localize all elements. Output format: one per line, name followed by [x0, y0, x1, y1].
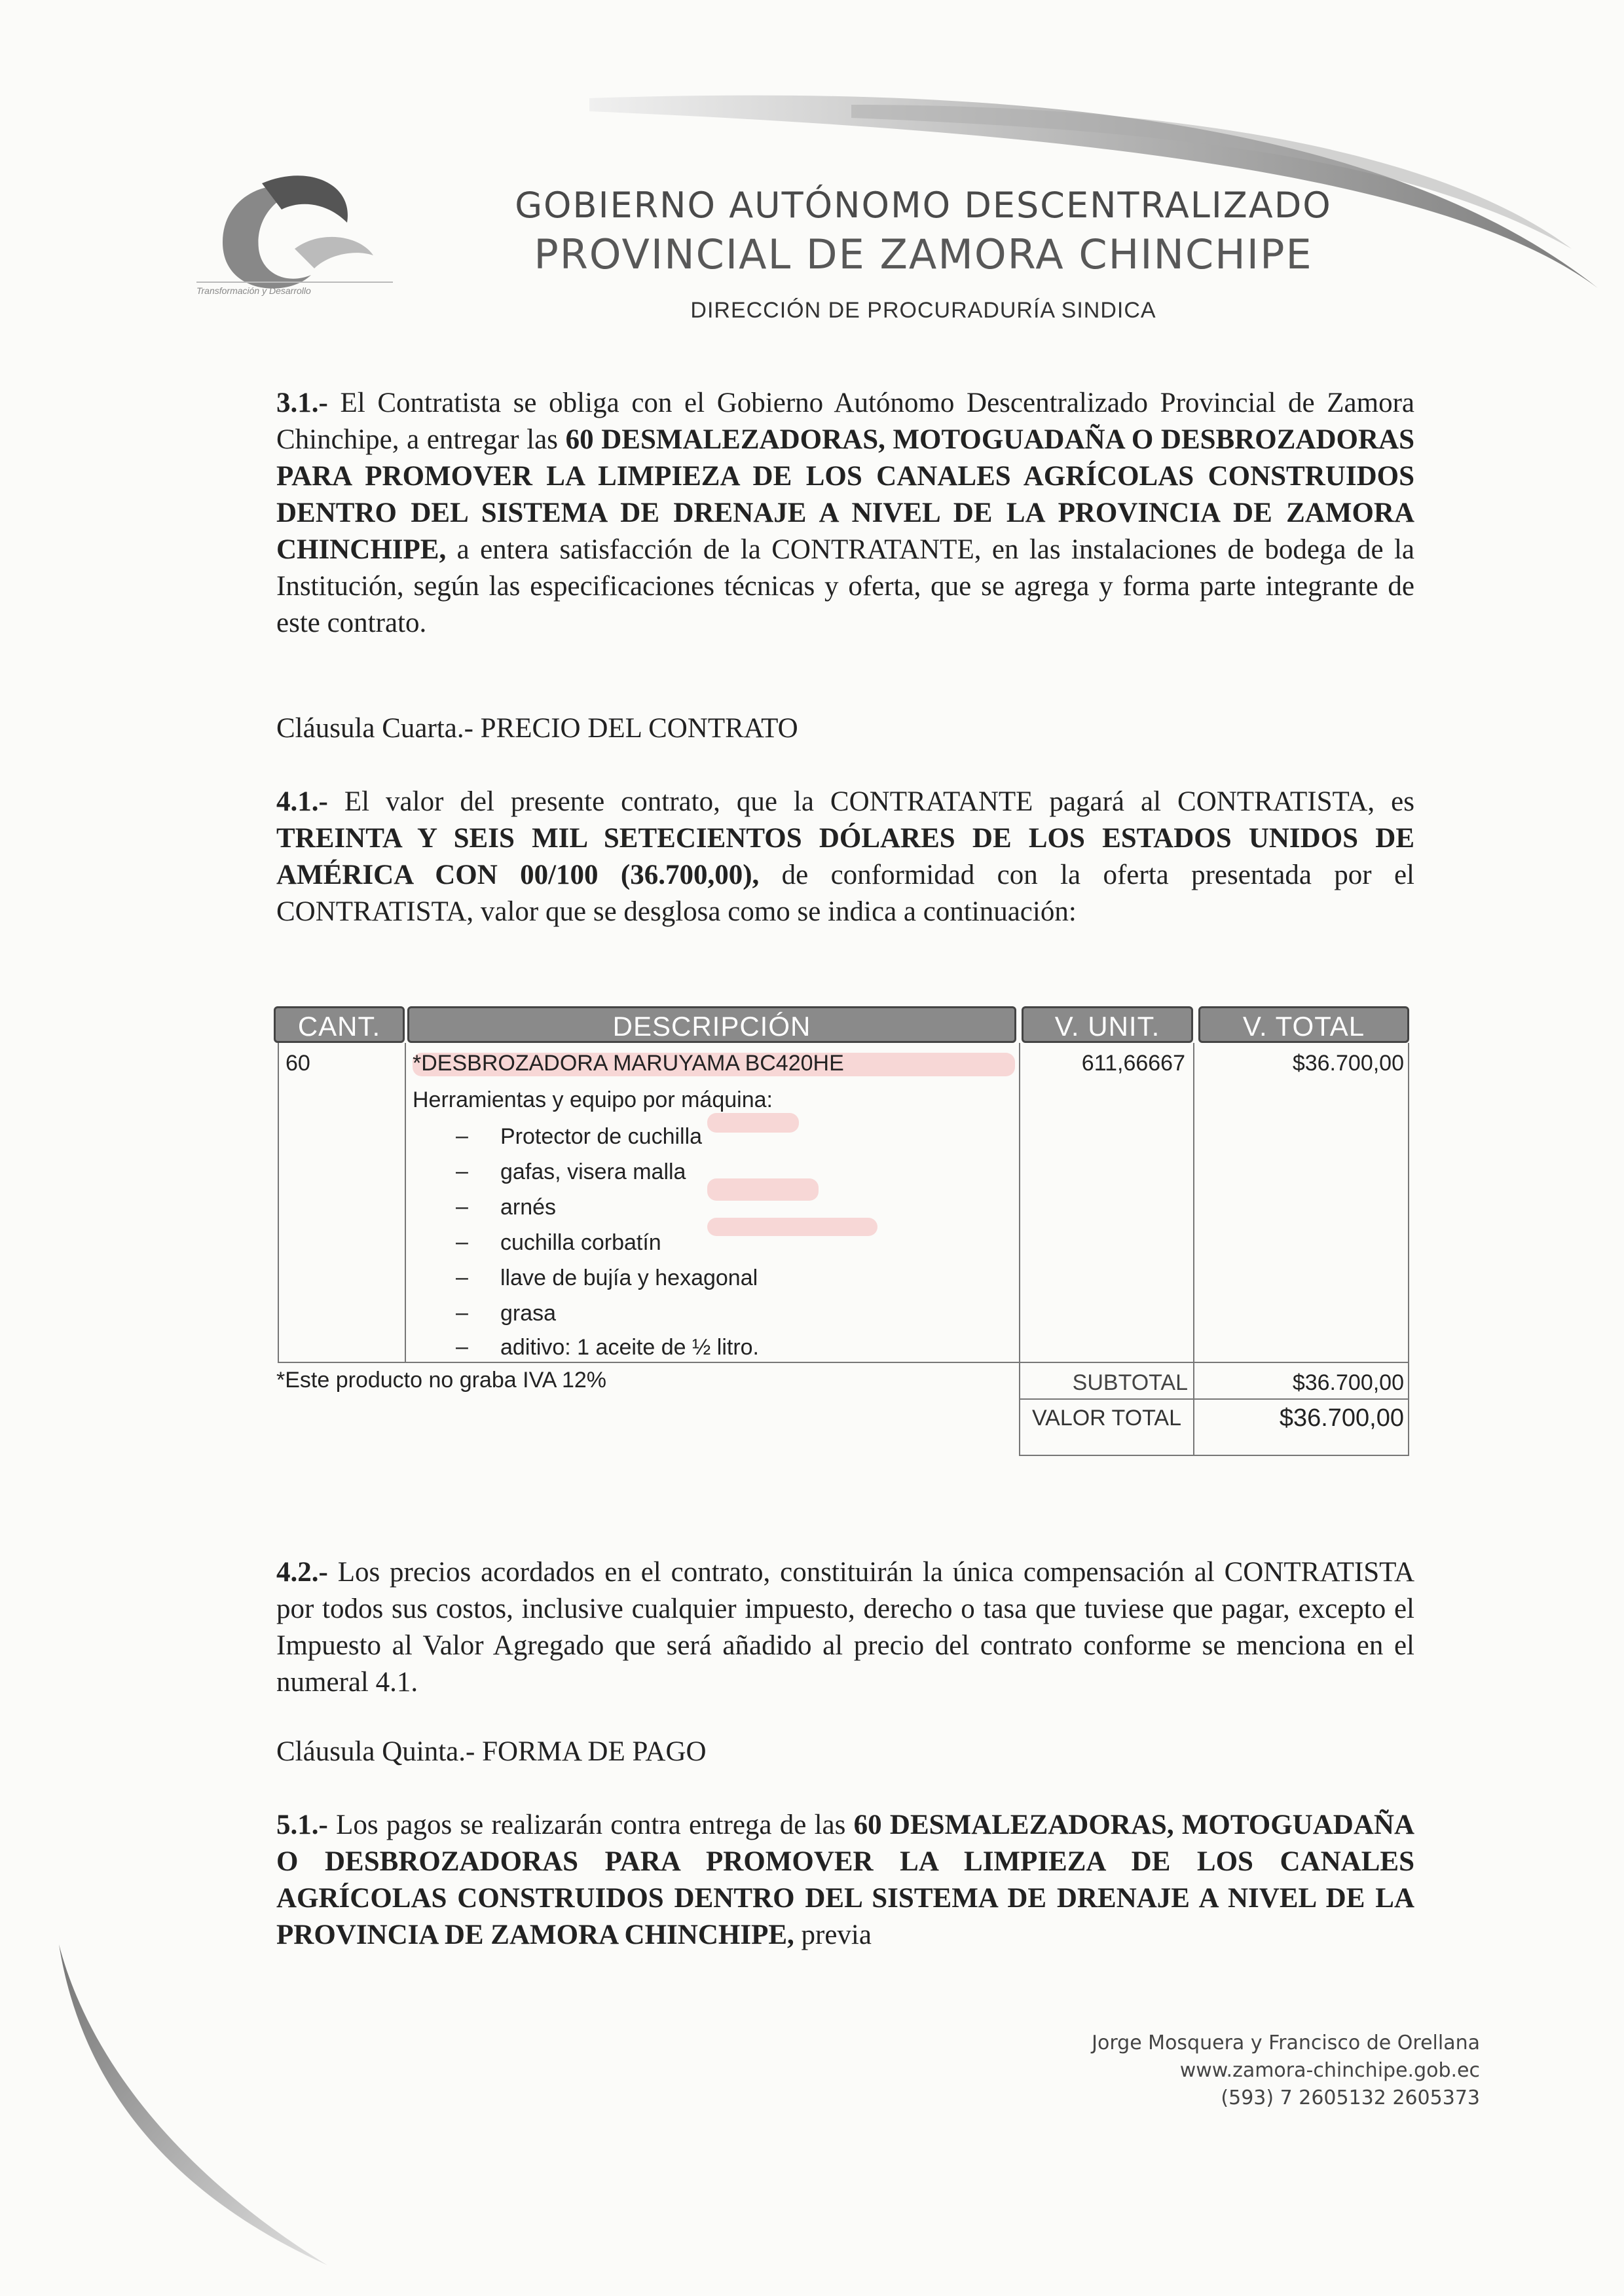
- paragraph-bold-text: 60 DESMALEZADORAS, MOTOGUADAÑA O DESBROZADORAS PARA PROMOVER LA LIMPIEZA DE LOS CANALES AGRÍCOLAS CONSTRUIDOS DENTRO DEL SISTEMA DE DRENAJE A NIVEL DE LA PROVINCIA DE ZAMORA CHINCHIPE,: [276, 1810, 1414, 1950]
- paragraph-text: El valor del presente contrato, que la CONTRATANTE pagará al CONTRATISTA, es: [327, 786, 1414, 817]
- subtotal-label: SUBTOTAL: [1072, 1370, 1188, 1395]
- paragraph-5-1: [276, 1807, 1414, 1954]
- list-bullet: –: [456, 1230, 468, 1254]
- paragraph-text: El Contratista se obliga con el Gobierno Autónomo Descentralizado Provincial de Zamora Chinchipe, a entregar las: [276, 388, 1414, 455]
- paragraph-4-1: [276, 784, 1414, 930]
- table-header-cant: CANT.: [274, 1006, 405, 1043]
- footer-website: www.zamora-chinchipe.gob.ec: [1179, 2059, 1480, 2082]
- logo-caption: Transformación y Desarrollo: [196, 282, 393, 296]
- table-grid-line: [1019, 1455, 1409, 1456]
- footer-phone: (593) 7 2605132 2605373: [1221, 2086, 1480, 2109]
- list-item: gafas, visera malla: [500, 1159, 686, 1184]
- clausula-cuarta-heading: Cláusula Cuarta.- PRECIO DEL CONTRATO: [276, 713, 798, 744]
- table-cell-product: *DESBROZADORA MARUYAMA BC420HE: [413, 1051, 844, 1076]
- list-item: llave de bujía y hexagonal: [500, 1266, 758, 1290]
- list-bullet: –: [456, 1334, 468, 1359]
- list-bullet: –: [456, 1265, 468, 1290]
- list-item: arnés: [500, 1195, 557, 1220]
- paragraph-number: 3.1.-: [276, 388, 328, 418]
- table-grid-line: [278, 1362, 1409, 1363]
- header-title-line1: GOBIERNO AUTÓNOMO DESCENTRALIZADO: [515, 185, 1332, 226]
- redaction-mark: [707, 1218, 877, 1236]
- paragraph-text: Los precios acordados en el contrato, constituirán la única compensación al CONTRATISTA por todos sus costos, inclusive cualquier impuesto, derecho o tasa que tuviese que pagar, excepto el Impuesto al Valor Agregado que será añadido al precio del contrato conforme se menciona en el numeral 4.1.: [276, 1557, 1414, 1698]
- paragraph-number: 5.1.-: [276, 1810, 328, 1840]
- table-grid-line: [278, 1043, 279, 1362]
- tools-title: Herramientas y equipo por máquina:: [413, 1087, 773, 1112]
- paragraph-3-1: [276, 385, 1414, 642]
- list-item: Protector de cuchilla: [500, 1124, 703, 1149]
- table-cell-unit-price: 611,66667: [1081, 1051, 1185, 1076]
- paragraph-text: a entera satisfacción de la CONTRATANTE, en las instalaciones de bodega de la Institución, según las especificaciones técnicas y oferta, que se agrega y forma parte integrante de este contrato.: [276, 534, 1414, 638]
- table-grid-line: [1408, 1043, 1409, 1455]
- grand-total-value: $36.700,00: [1279, 1404, 1404, 1432]
- redaction-mark: [707, 1178, 819, 1201]
- list-bullet: –: [456, 1300, 468, 1325]
- footer-swoosh-decoration: [0, 1899, 341, 2296]
- table-grid-line: [1193, 1043, 1194, 1455]
- footer-address: Jorge Mosquera y Francisco de Orellana: [1092, 2032, 1480, 2054]
- table-grid-line: [1019, 1398, 1409, 1400]
- table-grid-line: [405, 1043, 406, 1362]
- table-cell-qty: 60: [286, 1051, 310, 1076]
- list-bullet: –: [456, 1159, 468, 1184]
- table-note: *Este producto no graba IVA 12%: [276, 1368, 607, 1393]
- paragraph-text: de conformidad con la oferta presentada por el CONTRATISTA, valor que se desglosa como se indica a continuación:: [276, 860, 1414, 927]
- paragraph-number: 4.1.-: [276, 786, 328, 817]
- list-item: grasa: [500, 1301, 557, 1326]
- grand-total-label: VALOR TOTAL: [1031, 1406, 1181, 1430]
- paragraph-bold-text: TREINTA Y SEIS MIL SETECIENTOS DÓLARES DE LOS ESTADOS UNIDOS DE AMÉRICA CON 00/100 (36.700,00),: [276, 823, 1414, 890]
- paragraph-bold-text: 60 DESMALEZADORAS, MOTOGUADAÑA O DESBROZADORAS PARA PROMOVER LA LIMPIEZA DE LOS CANALES AGRÍCOLAS CONSTRUIDOS DENTRO DEL SISTEMA DE DRENAJE A NIVEL DE LA PROVINCIA DE ZAMORA CHINCHIPE,: [276, 424, 1414, 565]
- list-bullet: –: [456, 1123, 468, 1148]
- table-cell-total: $36.700,00: [1292, 1051, 1404, 1076]
- paragraph-number: 4.2.-: [276, 1557, 328, 1588]
- list-bullet: –: [456, 1194, 468, 1219]
- header-department: DIRECCIÓN DE PROCURADURÍA SINDICA: [690, 298, 1156, 323]
- table-header-v-unit: V. UNIT.: [1022, 1006, 1193, 1043]
- redaction-mark: [707, 1113, 799, 1133]
- header-title-line2: PROVINCIAL DE ZAMORA CHINCHIPE: [534, 230, 1313, 278]
- paragraph-text: Los pagos se realizarán contra entrega de las: [327, 1810, 854, 1840]
- paragraph-text: previa: [794, 1920, 872, 1950]
- list-item: cuchilla corbatín: [500, 1230, 661, 1255]
- table-grid-line: [1019, 1043, 1020, 1455]
- subtotal-value: $36.700,00: [1292, 1370, 1404, 1395]
- paragraph-4-2: [276, 1554, 1414, 1701]
- clausula-quinta-heading: Cláusula Quinta.- FORMA DE PAGO: [276, 1736, 707, 1767]
- table-header-v-total: V. TOTAL: [1198, 1006, 1409, 1043]
- list-item: aditivo: 1 aceite de ½ litro.: [500, 1335, 760, 1360]
- table-header-descripcion: DESCRIPCIÓN: [407, 1006, 1016, 1043]
